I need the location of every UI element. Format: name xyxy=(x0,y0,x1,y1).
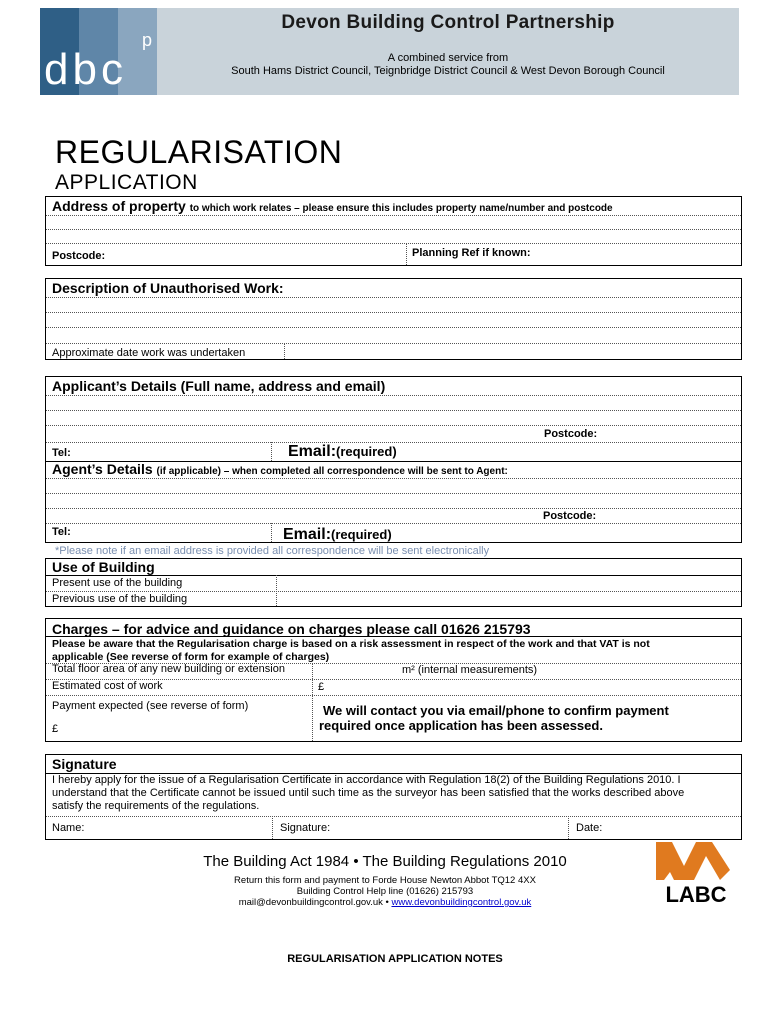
payment-label: Payment expected (see reverse of form) xyxy=(52,700,249,712)
applicant-section xyxy=(45,376,742,543)
agent-address-line-1[interactable] xyxy=(46,493,741,494)
planning-ref-label: Planning Ref if known: xyxy=(412,247,531,259)
contact-email[interactable]: mail@devonbuildingcontrol.gov.uk xyxy=(238,897,383,908)
declaration-text: I hereby apply for the issue of a Regularisation Certificate in accordance with Regulation 18(2) of the Building Regulations 2010. I understand that the Certificate cannot be issued until such time as the surveyor has been satisfied that the works described above satisfy the requirements of the regulations. xyxy=(52,774,685,812)
use-section xyxy=(45,558,742,607)
contact-note-1: We will contact you via email/phone to confirm payment xyxy=(323,703,669,718)
signature-heading: Signature xyxy=(52,756,117,772)
electronic-correspondence-note: *Please note if an email address is provided all correspondence will be sent electronically xyxy=(55,545,490,557)
description-line-2[interactable] xyxy=(46,327,741,328)
org-name: Devon Building Control Partnership xyxy=(281,12,615,33)
agent-heading: Agent’s Details (if applicable) – when completed all correspondence will be sent to Agent: xyxy=(52,461,508,477)
floor-area-label: Total floor area of any new building or extension xyxy=(52,663,285,675)
header-subtitle-2: South Hams District Council, Teignbridge District Council & West Devon Borough Council xyxy=(231,65,665,77)
header-subtitle-1: A combined service from xyxy=(387,52,509,64)
address-section xyxy=(45,196,742,266)
notes-heading: REGULARISATION APPLICATION NOTES xyxy=(287,953,503,965)
footer-contact: Return this form and payment to Forde House Newton Abbot TQ12 4XX Building Control Help line (01626) 215793 mail@devonbuildingcontrol.gov.uk • www.devonbuildingcontrol.gov.uk xyxy=(0,875,770,908)
signature-section xyxy=(45,754,742,840)
agent-tel-label: Tel: xyxy=(52,526,71,538)
charges-notice-1: Please be aware that the Regularisation charge is based on a risk assessment in respect of the work and that VAT is not xyxy=(52,638,650,650)
description-line-1[interactable] xyxy=(46,312,741,313)
logo-text: dbc xyxy=(44,45,127,94)
return-address: Return this form and payment to Forde House Newton Abbot TQ12 4XX xyxy=(234,875,536,886)
charges-notice-2: applicable (See reverse of form for example of charges) xyxy=(52,651,330,663)
dbcp-logo xyxy=(40,8,157,95)
agent-postcode-label: Postcode: xyxy=(543,510,597,522)
date-label: Date: xyxy=(576,822,603,834)
address-heading: Address of property to which work relates – please ensure this includes property name/number and postcode xyxy=(52,198,613,214)
floor-area-unit: m² (internal measurements) xyxy=(402,664,538,676)
postcode-label: Postcode: xyxy=(52,250,106,262)
legislation-line: The Building Act 1984 • The Building Regulations 2010 xyxy=(203,853,567,870)
applicant-address-line-2[interactable] xyxy=(46,425,741,426)
header-banner xyxy=(157,8,739,95)
date-undertaken-label: Approximate date work was undertaken xyxy=(52,347,246,359)
previous-use-label: Previous use of the building xyxy=(52,593,188,605)
website-link[interactable]: www.devonbuildingcontrol.gov.uk xyxy=(391,897,532,908)
agent-email-label: Email:(required) xyxy=(283,526,392,543)
page-title: REGULARISATION xyxy=(55,134,343,170)
address-line-2[interactable] xyxy=(46,243,741,244)
applicant-email-label: Email:(required) xyxy=(288,443,397,460)
name-label: Name: xyxy=(52,822,85,834)
applicant-tel-label: Tel: xyxy=(52,447,71,459)
labc-logo xyxy=(650,842,742,904)
use-heading: Use of Building xyxy=(52,559,155,575)
page-subtitle: APPLICATION xyxy=(55,171,198,194)
payment-currency: £ xyxy=(52,723,59,735)
contact-note-2: required once application has been assessed. xyxy=(319,718,603,733)
applicant-address-line-1[interactable] xyxy=(46,410,741,411)
signature-label: Signature: xyxy=(280,822,331,834)
charges-heading: Charges – for advice and guidance on charges please call 01626 215793 xyxy=(52,621,531,637)
applicant-postcode-label: Postcode: xyxy=(544,428,598,440)
logo-superscript: p xyxy=(142,30,153,50)
labc-logo-text: LABC xyxy=(665,882,727,904)
present-use-label: Present use of the building xyxy=(52,577,183,589)
helpline: Building Control Help line (01626) 215793 xyxy=(296,886,474,897)
cost-currency: £ xyxy=(318,681,325,693)
description-section xyxy=(45,278,742,360)
agent-address-line-2[interactable] xyxy=(46,508,741,509)
applicant-heading: Applicant’s Details (Full name, address and email) xyxy=(52,378,386,394)
description-heading: Description of Unauthorised Work: xyxy=(52,280,284,296)
estimated-cost-label: Estimated cost of work xyxy=(52,680,163,692)
charges-section xyxy=(45,618,742,742)
address-line-1[interactable] xyxy=(46,229,741,230)
